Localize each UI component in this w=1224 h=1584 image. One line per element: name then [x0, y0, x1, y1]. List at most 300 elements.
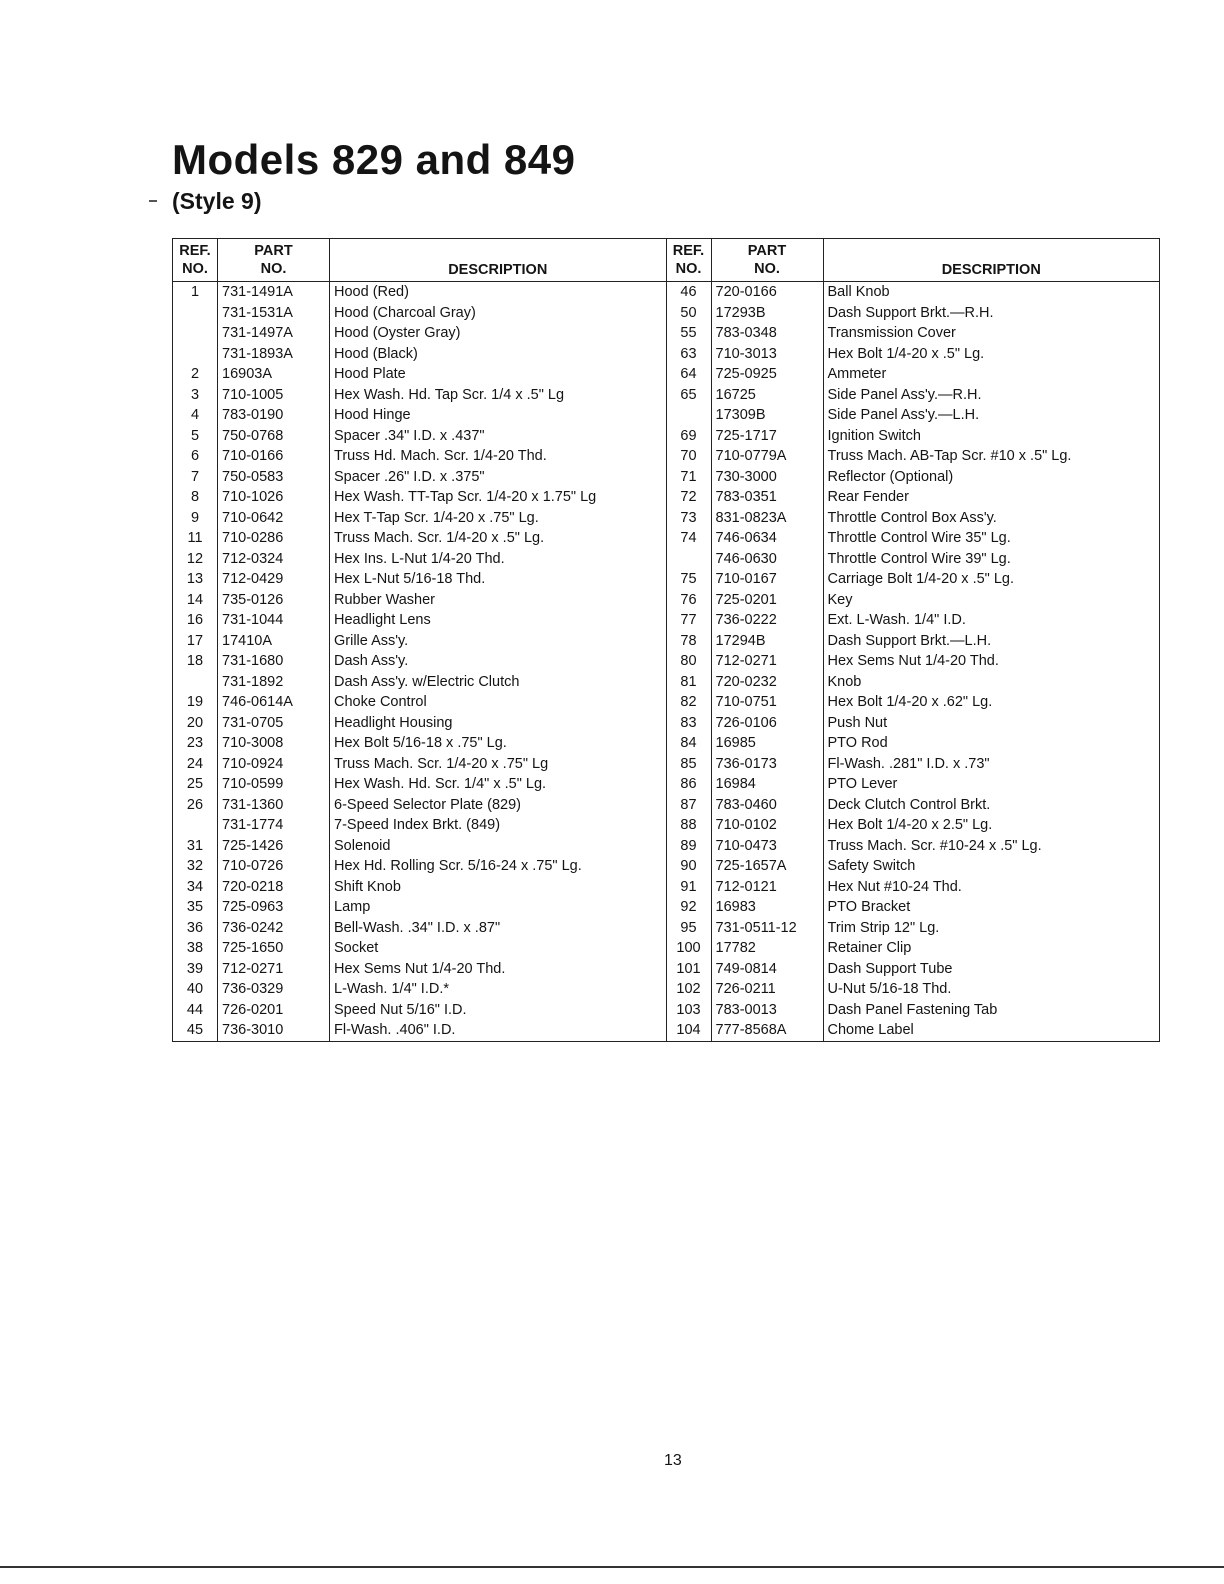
- ref-no-cell: 83: [680, 714, 697, 731]
- ref-no-cell: 39: [186, 960, 204, 977]
- ref-no-cell: 90: [680, 858, 697, 874]
- ref-no-cell: 14: [186, 591, 204, 608]
- description-cell: Deck Clutch Control Brkt.: [823, 795, 1160, 816]
- table-row: [173, 651, 666, 672]
- part-no-cell: 710-0167: [711, 569, 823, 590]
- table-row: [173, 303, 666, 324]
- table-row: [667, 672, 1160, 693]
- table-row: [173, 815, 666, 836]
- description-cell: Knob: [823, 672, 1160, 693]
- table-row: [173, 1020, 666, 1041]
- part-no-cell: 710-1005: [217, 385, 329, 406]
- ref-no-cell: 71: [680, 468, 697, 485]
- description-cell: Hex Bolt 1/4-20 x .62" Lg.: [823, 692, 1160, 713]
- ref-no-cell: 74: [680, 530, 697, 546]
- description-cell: PTO Rod: [823, 733, 1160, 754]
- part-no-cell: 720-0232: [711, 672, 823, 693]
- table-row: [667, 815, 1160, 836]
- table-body-left: [173, 282, 666, 1041]
- part-no-cell: 710-0286: [217, 528, 329, 549]
- table-row: [173, 959, 666, 980]
- ref-no-cell: 101: [676, 960, 701, 977]
- ref-no-cell: 36: [186, 919, 204, 936]
- table-row: [173, 446, 666, 467]
- part-no-cell: 746-0614A: [217, 692, 329, 713]
- ref-no-cell: 35: [186, 899, 204, 915]
- ref-no-cell: [173, 672, 217, 693]
- part-no-cell: 720-0166: [711, 282, 823, 303]
- part-no-cell: 725-1426: [217, 836, 329, 857]
- description-cell: Dash Ass'y.: [329, 651, 666, 672]
- ref-no-cell: 12: [186, 550, 204, 567]
- part-no-cell: 17293B: [711, 303, 823, 324]
- ref-no-cell: 46: [680, 284, 697, 300]
- ref-no-cell: 86: [680, 776, 697, 792]
- part-no-cell: 712-0121: [711, 877, 823, 898]
- description-cell: Hood (Red): [329, 282, 666, 303]
- table-row: [667, 282, 1160, 303]
- table-row: [173, 426, 666, 447]
- ref-no-cell: 16: [186, 612, 204, 628]
- ref-no-cell: 19: [186, 694, 204, 710]
- part-no-cell: 726-0211: [711, 979, 823, 1000]
- ref-no-cell: 38: [186, 940, 204, 956]
- ref-no-cell: [667, 549, 711, 570]
- table-row: [667, 467, 1160, 488]
- table-row: [173, 877, 666, 898]
- part-no-cell: 712-0271: [217, 959, 329, 980]
- part-no-cell: 831-0823A: [711, 508, 823, 529]
- part-no-cell: 731-1497A: [217, 323, 329, 344]
- table-row: [667, 344, 1160, 365]
- table-row: [173, 713, 666, 734]
- part-no-cell: 16983: [711, 897, 823, 918]
- description-cell: Bell-Wash. .34" I.D. x .87": [329, 918, 666, 939]
- ref-no-cell: 31: [186, 837, 204, 854]
- table-row: [173, 364, 666, 385]
- part-no-cell: 710-3008: [217, 733, 329, 754]
- description-cell: Hood Hinge: [329, 405, 666, 426]
- table-row: [667, 795, 1160, 816]
- ref-no-cell: 102: [676, 981, 701, 997]
- part-no-cell: 736-0222: [711, 610, 823, 631]
- page-number: 13: [664, 1452, 682, 1469]
- description-cell: Transmission Cover: [823, 323, 1160, 344]
- description-cell: Hex L-Nut 5/16-18 Thd.: [329, 569, 666, 590]
- description-cell: Hex Ins. L-Nut 1/4-20 Thd.: [329, 549, 666, 570]
- table-row: [667, 446, 1160, 467]
- table-row: [173, 856, 666, 877]
- ref-no-cell: 70: [680, 448, 697, 464]
- description-cell: Hood Plate: [329, 364, 666, 385]
- description-cell: Throttle Control Box Ass'y.: [823, 508, 1160, 529]
- description-cell: Speed Nut 5/16" I.D.: [329, 1000, 666, 1021]
- description-cell: Solenoid: [329, 836, 666, 857]
- ref-no-cell: 75: [680, 571, 697, 587]
- ref-no-cell: 82: [680, 694, 697, 710]
- table-row: [667, 1020, 1160, 1041]
- description-cell: Ball Knob: [823, 282, 1160, 303]
- table-row: [667, 713, 1160, 734]
- table-row: [667, 569, 1160, 590]
- table-row: [173, 754, 666, 775]
- part-no-cell: 726-0106: [711, 713, 823, 734]
- description-cell: Hex T-Tap Scr. 1/4-20 x .75" Lg.: [329, 508, 666, 529]
- table-row: [173, 610, 666, 631]
- ref-no-cell: 8: [190, 489, 200, 505]
- ref-no-header: [667, 239, 711, 281]
- table-row: [667, 918, 1160, 939]
- table-row: [173, 918, 666, 939]
- part-no-cell: 783-0351: [711, 487, 823, 508]
- description-cell: Spacer .26" I.D. x .375": [329, 467, 666, 488]
- ref-no-cell: 92: [680, 899, 697, 915]
- description-cell: Fl-Wash. .281" I.D. x .73": [823, 754, 1160, 775]
- part-no-cell: 710-0473: [711, 836, 823, 857]
- description-cell: Hood (Charcoal Gray): [329, 303, 666, 324]
- ref-no-cell: [173, 815, 217, 836]
- table-row: [173, 836, 666, 857]
- ref-no-cell: 3: [190, 386, 200, 403]
- part-no-cell: 731-1491A: [217, 282, 329, 303]
- part-no-cell: 710-0102: [711, 815, 823, 836]
- part-no-cell: 731-1044: [217, 610, 329, 631]
- description-cell: Rubber Washer: [329, 590, 666, 611]
- part-no-cell: 17782: [711, 938, 823, 959]
- table-row: [667, 938, 1160, 959]
- description-cell: Hex Hd. Rolling Scr. 5/16-24 x .75" Lg.: [329, 856, 666, 877]
- table-row: [173, 1000, 666, 1021]
- description-cell: Side Panel Ass'y.—L.H.: [823, 405, 1160, 426]
- ref-no-cell: [173, 344, 217, 365]
- part-no-cell: 746-0634: [711, 528, 823, 549]
- table-row: [173, 282, 666, 303]
- part-no-cell: 735-0126: [217, 590, 329, 611]
- ref-no-cell: [667, 405, 711, 426]
- ref-no-cell: 2: [190, 366, 200, 382]
- description-cell: Spacer .34" I.D. x .437": [329, 426, 666, 447]
- part-no-cell: 736-0242: [217, 918, 329, 939]
- description-cell: Headlight Housing: [329, 713, 666, 734]
- table-row: [173, 508, 666, 529]
- description-cell: Hood (Oyster Gray): [329, 323, 666, 344]
- ref-header-line2: NO.: [182, 261, 208, 277]
- description-cell: Trim Strip 12" Lg.: [823, 918, 1160, 939]
- ref-no-cell: 6: [190, 448, 200, 464]
- part-no-cell: 736-3010: [217, 1020, 329, 1041]
- description-cell: 7-Speed Index Brkt. (849): [329, 815, 666, 836]
- table-row: [173, 569, 666, 590]
- part-no-cell: 736-0329: [217, 979, 329, 1000]
- table-row: [173, 897, 666, 918]
- part-no-cell: 712-0429: [217, 569, 329, 590]
- description-cell: Headlight Lens: [329, 610, 666, 631]
- description-cell: Shift Knob: [329, 877, 666, 898]
- part-header-line2: NO.: [260, 261, 287, 277]
- page-title: Models 829 and 849: [172, 136, 576, 183]
- description-header: [823, 239, 1160, 281]
- description-cell: Throttle Control Wire 35" Lg.: [823, 528, 1160, 549]
- part-no-cell: 725-1717: [711, 426, 823, 447]
- ref-no-cell: 87: [680, 796, 697, 813]
- ref-no-cell: 76: [680, 591, 697, 608]
- part-no-cell: 730-3000: [711, 467, 823, 488]
- ref-no-cell: 20: [186, 714, 204, 731]
- table-row: [173, 590, 666, 611]
- part-header-line1: PART: [254, 243, 293, 259]
- ref-no-cell: 63: [680, 345, 697, 362]
- ref-no-cell: [173, 303, 217, 324]
- ref-no-cell: 91: [680, 878, 697, 895]
- table-row: [173, 405, 666, 426]
- table-row: [667, 426, 1160, 447]
- parts-column-right: [666, 239, 1160, 1041]
- part-no-cell: 17309B: [711, 405, 823, 426]
- ref-no-cell: 89: [680, 837, 697, 854]
- description-cell: Socket: [329, 938, 666, 959]
- description-cell: Hood (Black): [329, 344, 666, 365]
- table-row: [667, 856, 1160, 877]
- description-cell: Ammeter: [823, 364, 1160, 385]
- part-no-cell: 736-0173: [711, 754, 823, 775]
- part-no-cell: 16985: [711, 733, 823, 754]
- description-cell: Lamp: [329, 897, 666, 918]
- ref-no-cell: 18: [186, 653, 204, 669]
- part-no-header: [711, 239, 823, 281]
- table-row: [667, 754, 1160, 775]
- description-cell: Push Nut: [823, 713, 1160, 734]
- table-row: [667, 508, 1160, 529]
- description-cell: Truss Mach. Scr. #10-24 x .5" Lg.: [823, 836, 1160, 857]
- table-row: [667, 651, 1160, 672]
- ref-no-cell: 69: [680, 427, 697, 444]
- description-cell: Hex Nut #10-24 Thd.: [823, 877, 1160, 898]
- ref-no-cell: 45: [186, 1022, 204, 1038]
- table-row: [173, 528, 666, 549]
- part-header-line2: NO.: [754, 261, 780, 277]
- description-cell: Safety Switch: [823, 856, 1160, 877]
- part-no-cell: 710-0642: [217, 508, 329, 529]
- part-no-cell: 725-1650: [217, 938, 329, 959]
- table-row: [667, 405, 1160, 426]
- table-row: [173, 733, 666, 754]
- part-header-line1: PART: [747, 243, 787, 259]
- ref-no-cell: 73: [680, 509, 697, 526]
- description-cell: PTO Lever: [823, 774, 1160, 795]
- part-no-cell: 710-0751: [711, 692, 823, 713]
- part-no-cell: 783-0190: [217, 405, 329, 426]
- table-row: [173, 549, 666, 570]
- description-cell: Hex Bolt 5/16-18 x .75" Lg.: [329, 733, 666, 754]
- description-cell: Choke Control: [329, 692, 666, 713]
- part-no-cell: 710-0166: [217, 446, 329, 467]
- part-no-cell: 725-0963: [217, 897, 329, 918]
- part-no-cell: 710-1026: [217, 487, 329, 508]
- ref-no-cell: 103: [676, 1001, 701, 1018]
- description-header-label: DESCRIPTION: [941, 262, 1041, 278]
- bottom-rule: [0, 1566, 1224, 1568]
- table-row: [667, 1000, 1160, 1021]
- ref-no-cell: 55: [680, 325, 697, 341]
- table-row: [667, 610, 1160, 631]
- part-no-header: [217, 239, 329, 281]
- ref-no-cell: 44: [186, 1001, 204, 1018]
- table-header-right: [667, 239, 1160, 282]
- table-row: [667, 959, 1160, 980]
- description-cell: Dash Support Brkt.—L.H.: [823, 631, 1160, 652]
- description-cell: Side Panel Ass'y.—R.H.: [823, 385, 1160, 406]
- ref-no-cell: 1: [190, 284, 200, 300]
- page-subtitle: (Style 9): [172, 188, 262, 214]
- table-row: [667, 323, 1160, 344]
- ref-no-cell: 17: [186, 632, 204, 649]
- description-cell: Truss Mach. Scr. 1/4-20 x .5" Lg.: [329, 528, 666, 549]
- ref-no-cell: 88: [680, 817, 697, 833]
- description-cell: Rear Fender: [823, 487, 1160, 508]
- ref-no-cell: 100: [676, 940, 701, 956]
- description-cell: Ext. L-Wash. 1/4" I.D.: [823, 610, 1160, 631]
- description-cell: Hex Bolt 1/4-20 x .5" Lg.: [823, 344, 1160, 365]
- description-cell: Retainer Clip: [823, 938, 1160, 959]
- description-cell: Truss Hd. Mach. Scr. 1/4-20 Thd.: [329, 446, 666, 467]
- description-cell: Dash Support Brkt.—R.H.: [823, 303, 1160, 324]
- ref-no-cell: 78: [680, 632, 697, 649]
- parts-column-left: [173, 239, 666, 1041]
- description-cell: Key: [823, 590, 1160, 611]
- part-no-cell: 783-0348: [711, 323, 823, 344]
- table-row: [173, 979, 666, 1000]
- ref-no-cell: 25: [186, 776, 204, 792]
- ref-no-cell: 81: [680, 673, 697, 690]
- ref-no-header: [173, 239, 217, 281]
- description-cell: Truss Mach. AB-Tap Scr. #10 x .5" Lg.: [823, 446, 1160, 467]
- description-cell: Throttle Control Wire 39" Lg.: [823, 549, 1160, 570]
- part-no-cell: 17294B: [711, 631, 823, 652]
- part-no-cell: 725-1657A: [711, 856, 823, 877]
- table-row: [173, 631, 666, 652]
- ref-no-cell: 72: [680, 489, 697, 505]
- part-no-cell: 720-0218: [217, 877, 329, 898]
- description-cell: PTO Bracket: [823, 897, 1160, 918]
- table-row: [173, 774, 666, 795]
- table-row: [667, 385, 1160, 406]
- ref-no-cell: 7: [190, 468, 200, 485]
- description-cell: Carriage Bolt 1/4-20 x .5" Lg.: [823, 569, 1160, 590]
- table-row: [667, 487, 1160, 508]
- part-no-cell: 710-0599: [217, 774, 329, 795]
- ref-header-line1: REF.: [179, 243, 211, 259]
- ref-no-cell: 64: [680, 366, 697, 382]
- ref-no-cell: 84: [680, 735, 697, 751]
- table-row: [667, 774, 1160, 795]
- ref-header-line2: NO.: [675, 261, 702, 277]
- ref-no-cell: 40: [186, 981, 204, 997]
- part-no-cell: 731-1680: [217, 651, 329, 672]
- ref-no-cell: 34: [186, 878, 204, 895]
- description-header: [329, 239, 666, 281]
- table-header-left: [173, 239, 666, 282]
- ref-no-cell: 32: [186, 858, 204, 874]
- part-no-cell: 783-0460: [711, 795, 823, 816]
- table-row: [173, 692, 666, 713]
- part-no-cell: 783-0013: [711, 1000, 823, 1021]
- description-header-label: DESCRIPTION: [448, 262, 548, 278]
- table-body-right: [667, 282, 1160, 1041]
- table-row: [667, 528, 1160, 549]
- description-cell: Chome Label: [823, 1020, 1160, 1041]
- ref-no-cell: 50: [680, 304, 697, 321]
- table-row: [173, 385, 666, 406]
- table-row: [667, 303, 1160, 324]
- ref-no-cell: 85: [680, 755, 697, 772]
- description-cell: L-Wash. 1/4" I.D.*: [329, 979, 666, 1000]
- table-row: [667, 979, 1160, 1000]
- part-no-cell: 712-0324: [217, 549, 329, 570]
- description-cell: Hex Sems Nut 1/4-20 Thd.: [329, 959, 666, 980]
- description-cell: Hex Wash. TT-Tap Scr. 1/4-20 x 1.75" Lg: [329, 487, 666, 508]
- part-no-cell: 746-0630: [711, 549, 823, 570]
- part-no-cell: 731-1892: [217, 672, 329, 693]
- part-no-cell: 731-1893A: [217, 344, 329, 365]
- description-cell: Hex Wash. Hd. Scr. 1/4" x .5" Lg.: [329, 774, 666, 795]
- part-no-cell: 710-0924: [217, 754, 329, 775]
- table-row: [667, 590, 1160, 611]
- part-no-cell: 710-0726: [217, 856, 329, 877]
- part-no-cell: 731-1774: [217, 815, 329, 836]
- description-cell: U-Nut 5/16-18 Thd.: [823, 979, 1160, 1000]
- ref-no-cell: 95: [680, 919, 697, 936]
- part-no-cell: 726-0201: [217, 1000, 329, 1021]
- ref-no-cell: [173, 323, 217, 344]
- table-row: [667, 877, 1160, 898]
- part-no-cell: 725-0201: [711, 590, 823, 611]
- part-no-cell: 731-1531A: [217, 303, 329, 324]
- description-cell: Hex Wash. Hd. Tap Scr. 1/4 x .5" Lg: [329, 385, 666, 406]
- table-row: [667, 364, 1160, 385]
- ref-no-cell: 24: [186, 755, 204, 772]
- description-cell: Dash Ass'y. w/Electric Clutch: [329, 672, 666, 693]
- ref-no-cell: 23: [186, 735, 204, 751]
- ref-no-cell: 65: [680, 386, 697, 403]
- description-cell: Truss Mach. Scr. 1/4-20 x .75" Lg: [329, 754, 666, 775]
- table-row: [667, 897, 1160, 918]
- description-cell: Reflector (Optional): [823, 467, 1160, 488]
- parts-table: [172, 238, 1160, 1042]
- description-cell: Dash Support Tube: [823, 959, 1160, 980]
- ref-no-cell: 4: [190, 407, 200, 423]
- table-row: [173, 938, 666, 959]
- ref-no-cell: 104: [676, 1022, 701, 1038]
- part-no-cell: 710-0779A: [711, 446, 823, 467]
- ref-no-cell: 13: [186, 571, 204, 587]
- part-no-cell: 16725: [711, 385, 823, 406]
- ref-no-cell: 5: [190, 427, 200, 444]
- table-row: [173, 672, 666, 693]
- description-cell: Hex Sems Nut 1/4-20 Thd.: [823, 651, 1160, 672]
- table-row: [173, 323, 666, 344]
- part-no-cell: 750-0583: [217, 467, 329, 488]
- table-row: [173, 467, 666, 488]
- description-cell: 6-Speed Selector Plate (829): [329, 795, 666, 816]
- table-row: [667, 733, 1160, 754]
- part-no-cell: 725-0925: [711, 364, 823, 385]
- part-no-cell: 731-1360: [217, 795, 329, 816]
- table-row: [667, 549, 1160, 570]
- part-no-cell: 731-0511-12: [711, 918, 823, 939]
- ref-no-cell: 77: [680, 612, 697, 628]
- table-row: [667, 631, 1160, 652]
- table-row: [173, 795, 666, 816]
